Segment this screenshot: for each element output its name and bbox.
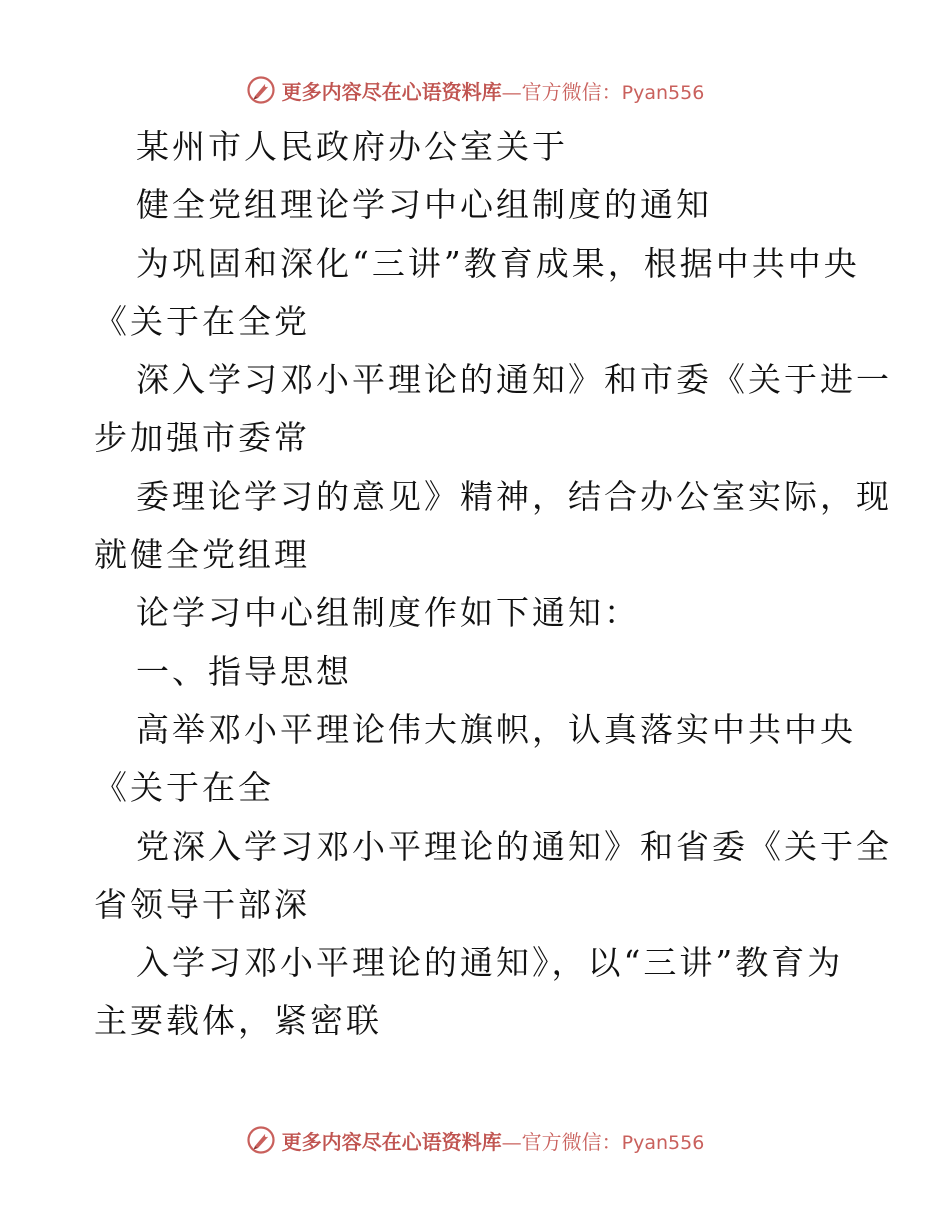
document-line: 高举邓小平理论伟大旗帜，认真落实中共中央 [136,709,856,749]
watermark-separator: — [501,1129,522,1154]
document-line: 入学习邓小平理论的通知》，以“三讲”教育为 [136,943,844,983]
document-line: 一、指导思想 [136,651,352,691]
document-line: 深入学习邓小平理论的通知》和市委《关于进一 [136,360,892,400]
document-line: 论学习中心组制度作如下通知： [136,593,640,633]
pen-logo-icon [246,1125,276,1155]
footer-watermark [0,1120,950,1160]
document-body [94,118,892,1051]
header-watermark [0,70,950,110]
watermark-wechat-label: 官方微信： [521,1129,622,1154]
document-line: 某州市人民政府办公室关于 [136,127,568,166]
document-line: 省领导干部深 [94,884,310,924]
document-line: 就健全党组理 [94,535,310,575]
document-line: 主要载体，紧密联 [94,1001,382,1041]
watermark-wechat-id: Pyan556 [621,1131,705,1154]
watermark-wechat-id: Pyan556 [621,81,705,104]
pen-logo-icon [246,75,276,105]
document-line: 党深入学习邓小平理论的通知》和省委《关于全 [136,826,892,866]
document-line: 《关于在全 [94,768,274,808]
document-line: 健全党组理论学习中心组制度的通知 [136,185,712,225]
watermark-wechat-label: 官方微信： [521,79,622,104]
document-line: 步加强市委常 [94,418,310,458]
document-line: 为巩固和深化“三讲”教育成果，根据中共中央 [136,243,860,283]
document-line: 委理论学习的意见》精神，结合办公室实际，现 [136,476,892,516]
watermark-brand-text: 更多内容尽在心语资料库 [281,1129,502,1154]
watermark-separator: — [501,79,522,104]
document-line: 《关于在全党 [94,301,310,341]
watermark-brand-text: 更多内容尽在心语资料库 [281,79,502,104]
